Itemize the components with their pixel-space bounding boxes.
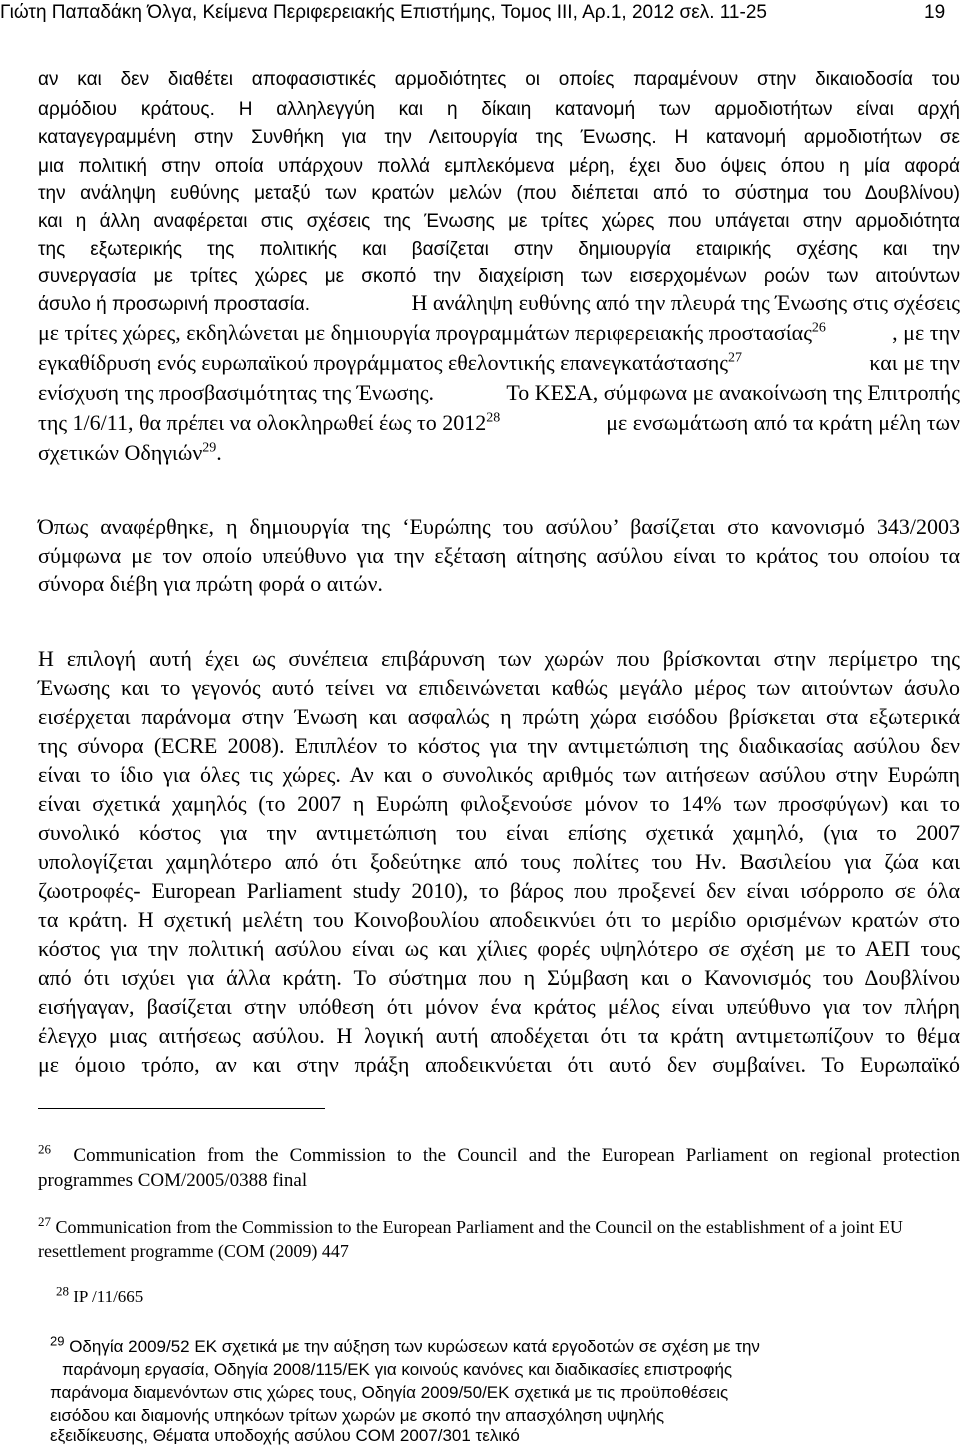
footnote-number: 29 <box>50 1333 65 1349</box>
footnote-separator <box>38 1108 325 1109</box>
footnote-line: resettlement programme (COM (2009) 447 <box>38 1241 349 1261</box>
footnote-line: programmes COM/2005/0388 final <box>38 1170 308 1191</box>
text-line: σύμφωνα με τον οποίο υπεύθυνο για την εξέταση αίτησης ασύλου είναι το κράτος του οποίου τα <box>38 543 960 568</box>
text-line <box>38 322 960 344</box>
text-line: με όμοιο τρόπο, αν και στην πράξη αποδεικνύεται ότι αυτό δεν συμβαίνει. Το Ευρωπαϊκό <box>38 1052 960 1077</box>
text-line: τα κράτη. Η σχετική μελέτη του Κοινοβουλίου αποδεικνύει ότι το μερίδιο ορισμένων κρατών στο <box>38 907 960 932</box>
footnote-line: παράνομη εργασία, Οδηγία 2008/115/ΕΚ για κοινούς κανόνες και διαδικασίες επιστροφής <box>62 1360 733 1379</box>
text-line: σχετικών Οδηγιών$^{29}$. <box>38 440 222 465</box>
page-number: 19 <box>924 2 946 23</box>
text-segment: εγκαθίδρυση ενός ευρωπαϊκού προγράμματος εθελοντικής επανεγκατάστασης$^{27}$ <box>38 350 743 375</box>
text-line <box>38 352 960 374</box>
footnote-ref-26[interactable]: 26 <box>811 320 826 336</box>
footnote-line: $^{27}$ Communication from the Commission to the European Parliament and the Council on the establishment of a joint EU <box>38 1214 903 1237</box>
footnote-line: $^{29}$ Οδηγία 2009/52 ΕΚ σχετικά με την αύξηση των κυρώσεων κατά εργοδοτών σε σχέση με την <box>50 1333 760 1356</box>
footnote-line: $^{26}$ Communication from the Commission to the Council and the European Parliament on regional protection <box>38 1141 960 1166</box>
text-segment: άσυλο ή προσωρινή προστασία. <box>38 294 311 315</box>
text-line: συνεργασία με τρίτες χώρες με σκοπό την διαχείριση των εισερχομένων ροών των αιτούντων <box>38 266 960 287</box>
text-line <box>38 382 960 404</box>
text-line: και η άλλη αναφέρεται στις σχέσεις της Ένωσης με τρίτες χώρες που υπάγεται στην αρμοδιότητα <box>38 211 960 232</box>
text-line: καταγεγραμμένη στην Συνθήκη για την Λειτουργία της Ένωσης. Η κατανομή αρμοδιοτήτων σε <box>38 127 960 148</box>
text-segment: , με την <box>892 320 960 345</box>
footnote-ref-27[interactable]: 27 <box>728 350 743 366</box>
text-segment: Το ΚΕΣΑ, σύμφωνα με ανακοίνωση της Επιτροπής <box>506 380 960 405</box>
footnote-ref-28[interactable]: 28 <box>486 410 501 426</box>
footnote-line: $^{28}$ IP /11/665 <box>56 1283 144 1306</box>
text-line: εισήγαγαν, βασίζεται στην υπόθεση ότι μόνον ένα κράτος μέλος είναι υπεύθυνο για τον πλήρη <box>38 994 960 1019</box>
text-segment: και με την <box>869 350 960 375</box>
text-segment: Η ανάληψη ευθύνης από την πλευρά της Ένωσης στις σχέσεις <box>411 290 960 315</box>
text-line: από ότι ισχύει για άλλα κράτη. Το σύστημα που η Σύμβαση και ο Κανονισμός του Δουβλίνου <box>38 965 960 990</box>
footnote-number: 28 <box>56 1283 69 1299</box>
text-line <box>38 412 960 434</box>
text-line: μια πολιτική στην οποία υπάρχουν πολλά εμπλεκόμενα μέρη, έχει δυο όψεις όπου η μία αφορά <box>38 156 960 177</box>
text-line: έλεγχο μιας αιτήσεως ασύλου. Η λογική αυτή αποδέχεται ότι τα κράτη αντιμετωπίζουν το θέμα <box>38 1023 960 1048</box>
text-line: της σύνορα (ECRE 2008). Επιπλέον το κόστος για την αντιμετώπιση της διαδικασίας ασύλου δεν <box>38 733 960 758</box>
text-line <box>38 292 960 314</box>
text-line: σύνορα διέβη για πρώτη φορά ο αιτών. <box>38 571 383 596</box>
text-line: Ένωσης και το γεγονός αυτό τείνει να επιδεινώνεται καθώς μεγάλο μέρος των αιτούντων άσυλο <box>38 675 960 700</box>
text-line: της εξωτερικής της πολιτικής και βασίζεται στην δημιουργία εταιρικής σχέσης και την <box>38 239 960 260</box>
text-line: είναι το ίδιο για όλες τις χώρες. Αν και ο συνολικός αριθμός των αιτήσεων ασύλου στην Ευρώπη <box>38 762 960 787</box>
text-segment: της 1/6/11, θα πρέπει να ολοκληρωθεί έως το 2012$^{28}$ <box>38 410 501 435</box>
text-line: υπολογίζεται χαμηλότερο από ότι ξοδεύτηκε από τους πολίτες του Ην. Βασιλείου για ζώα και <box>38 849 960 874</box>
text-line: την ανάληψη ευθύνης μεταξύ των κρατών μελών (που διέπεται από το σύστημα του Δουβλίνου) <box>38 183 960 204</box>
text-line: Η επιλογή αυτή έχει ως συνέπεια επιβάρυνση των χωρών που βρίσκονται στην περίμετρο της <box>38 646 960 671</box>
footnote-line: παράνομα διαμενόντων στις χώρες τους, Οδηγία 2009/50/ΕΚ σχετικά με τις προϋποθέσεις <box>50 1383 729 1402</box>
text-segment: με τρίτες χώρες, εκδηλώνεται με δημιουργία προγραμμάτων περιφερειακής προστασίας$^{26}$ <box>38 320 826 345</box>
text-line: συνολικό κόστος για την αντιμετώπιση του είναι επίσης σχετικά χαμηλό, (για το 2007 <box>38 820 960 845</box>
text-line: αν και δεν διαθέτει αποφασιστικές αρμοδιότητες οι οποίες παραμένουν στην δικαιοδοσία του <box>38 69 960 90</box>
text-line: εισέρχεται παράνομα στην Ένωση και ασφαλώς η πρώτη χώρα εισόδου βρίσκεται στα εξωτερικά <box>38 704 960 729</box>
footnote-line: εξειδίκευσης, Θέματα υποδοχής ασύλου COM 2007/301 τελικό <box>50 1426 520 1445</box>
footnote-line: εισόδου και διαμονής υπηκόων τρίτων χωρών με σκοπό την απασχόληση υψηλής <box>50 1406 665 1425</box>
text-line: ζωοτροφές- European Parliament study 2010), το βάρος που προξενεί δεν είναι ισόρροπο σε όλα <box>38 878 960 903</box>
text-line: Όπως αναφέρθηκε, η δημιουργία της ‘Ευρώπης του ασύλου’ βασίζεται στο κανονισμό 343/2003 <box>38 514 960 539</box>
text-line: κόστος για την πολιτική ασύλου είναι ως και χίλιες φορές υψηλότερο σε σχέση με το ΑΕΠ τους <box>38 936 960 961</box>
footnote-number: 26 <box>38 1141 51 1157</box>
text-line: αρμόδιου κράτους. Η αλληλεγγύη και η δίκαιη κατανομή των αρμοδιοτήτων είναι αρχή <box>38 99 960 120</box>
footnote-number: 27 <box>38 1214 51 1229</box>
footnote-ref-29[interactable]: 29 <box>202 440 217 456</box>
text-segment: με ενσωμάτωση από τα κράτη μέλη των <box>606 410 960 435</box>
text-line: είναι σχετικά χαμηλός (το 2007 η Ευρώπη φιλοξενούσε μόνον το 14% των προσφύγων) και το <box>38 791 960 816</box>
running-header-citation: Γιώτη Παπαδάκη Όλγα, Κείμενα Περιφερειακής Επιστήμης, Τομος ΙΙΙ, Αρ.1, 2012 σελ. 11-25 <box>0 2 767 23</box>
text-segment: ενίσχυση της προσβασιμότητας της Ένωσης. <box>38 380 435 405</box>
